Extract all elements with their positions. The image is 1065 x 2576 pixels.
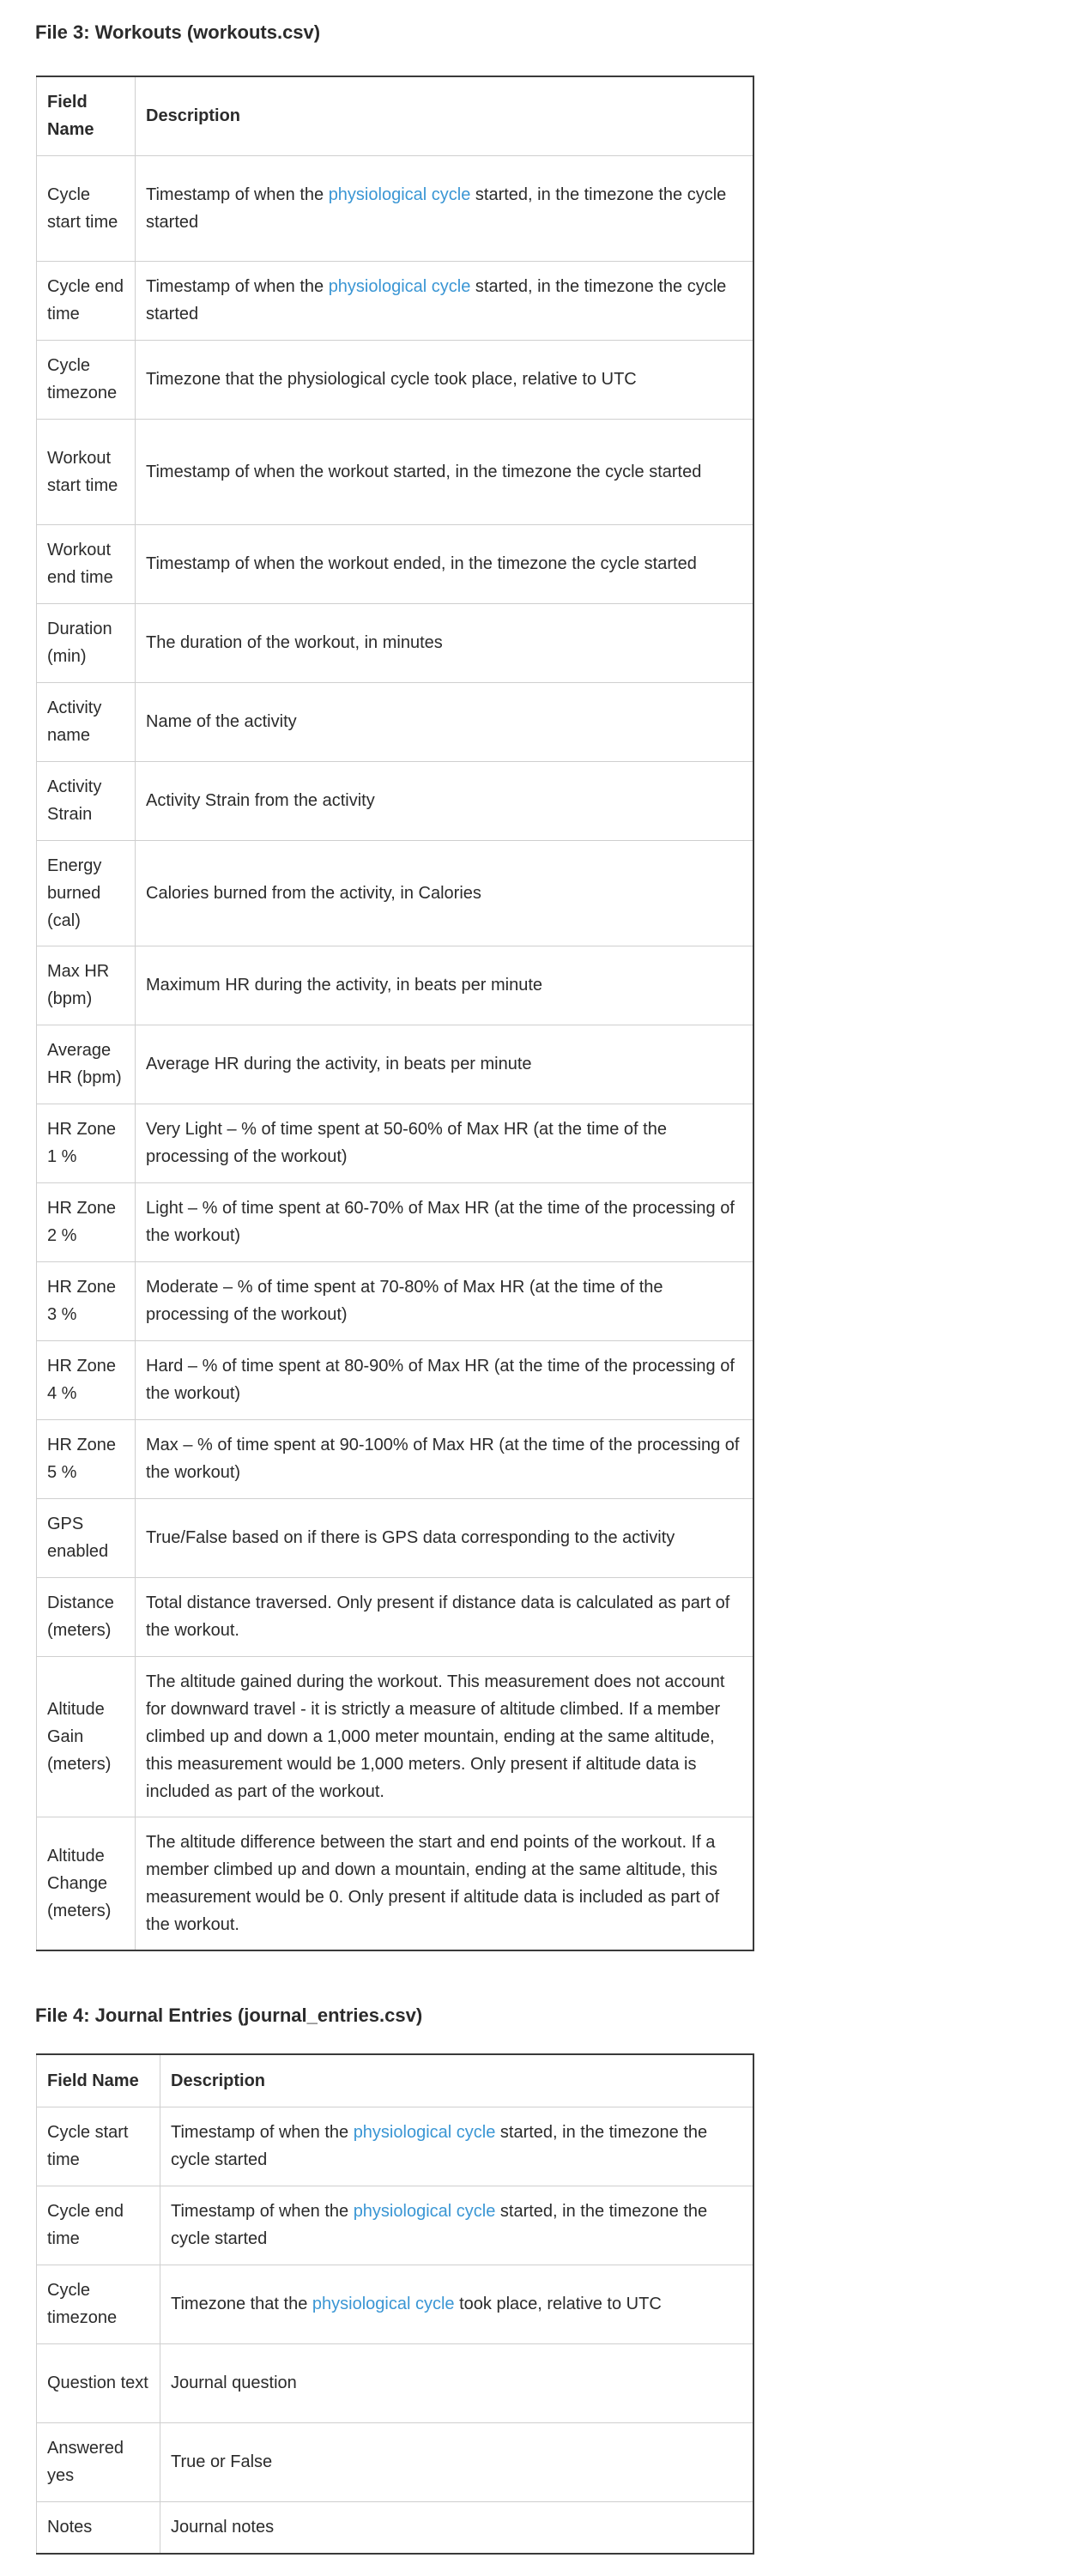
field-name-cell: Average HR (bpm) [37, 1025, 136, 1104]
table-row [37, 2422, 753, 2501]
field-name-cell: HR Zone 5 % [37, 1419, 136, 1498]
field-name-cell: Question text [37, 2343, 160, 2422]
description-cell: Calories burned from the activity, in Calories [136, 840, 753, 946]
description-cell: Timestamp of when the workout started, in the timezone the cycle started [136, 419, 753, 524]
field-name-cell: HR Zone 4 % [37, 1340, 136, 1419]
description-cell [136, 261, 753, 340]
field-name-cell: Activity Strain [37, 761, 136, 840]
table-row [37, 1182, 753, 1261]
table-row [37, 761, 753, 840]
field-name-cell: Max HR (bpm) [37, 946, 136, 1025]
table-row [37, 155, 753, 261]
field-name-cell: HR Zone 3 % [37, 1261, 136, 1340]
description-text: Timestamp of when the [146, 277, 329, 296]
description-text: Timestamp of when the [146, 184, 329, 204]
table-row [37, 1656, 753, 1817]
field-name-cell: Altitude Gain (meters) [37, 1656, 136, 1817]
description-cell: Timestamp of when the workout ended, in the timezone the cycle started [136, 524, 753, 603]
table-row [37, 1498, 753, 1577]
field-name-cell: Cycle timezone [37, 2265, 160, 2343]
table-row [37, 682, 753, 761]
table-row [37, 2265, 753, 2343]
table-row [37, 261, 753, 340]
field-name-cell: Duration (min) [37, 603, 136, 682]
description-text: started, in the timezone the cycle started [146, 184, 727, 232]
description-cell: Moderate – % of time spent at 70-80% of Max HR (at the time of the processing of the workout) [136, 1261, 753, 1340]
table-row [37, 1340, 753, 1419]
description-text: Timestamp of when the [171, 2123, 354, 2142]
table-row [37, 1419, 753, 1498]
field-name-cell: Cycle timezone [37, 340, 136, 419]
table-row [37, 1577, 753, 1656]
field-name-cell: Cycle start time [37, 2107, 160, 2186]
description-cell: Maximum HR during the activity, in beats per minute [136, 946, 753, 1025]
description-text: started, in the timezone the cycle started [171, 2202, 708, 2248]
field-name-cell: Altitude Change (meters) [37, 1817, 136, 1950]
description-cell: Timezone that the physiological cycle took place, relative to UTC [136, 340, 753, 419]
journal-entries-table [36, 2053, 754, 2555]
description-cell: True or False [160, 2422, 753, 2501]
description-cell: Hard – % of time spent at 80-90% of Max HR (at the time of the processing of the workout) [136, 1340, 753, 1419]
physiological-cycle-link[interactable]: physiological cycle [328, 184, 471, 204]
table-row [37, 524, 753, 603]
table-row [37, 2186, 753, 2265]
description-cell: Very Light – % of time spent at 50-60% of Max HR (at the time of the processing of the workout) [136, 1104, 753, 1182]
description-header: Description [136, 76, 753, 155]
description-cell: Max – % of time spent at 90-100% of Max HR (at the time of the processing of the workout) [136, 1419, 753, 1498]
table-row [37, 1025, 753, 1104]
field-name-cell: HR Zone 2 % [37, 1182, 136, 1261]
description-cell: Total distance traversed. Only present if distance data is calculated as part of the workout. [136, 1577, 753, 1656]
description-cell: Average HR during the activity, in beats per minute [136, 1025, 753, 1104]
description-cell: Activity Strain from the activity [136, 761, 753, 840]
table-row [37, 1104, 753, 1182]
physiological-cycle-link[interactable]: physiological cycle [312, 2295, 455, 2313]
table-header-row [37, 76, 753, 155]
field-name-header: Field Name [37, 76, 136, 155]
table-row [37, 2107, 753, 2186]
field-name-cell: Cycle start time [37, 155, 136, 261]
description-cell [160, 2265, 753, 2343]
table-row [37, 2501, 753, 2554]
table-row [37, 1261, 753, 1340]
description-cell [160, 2186, 753, 2265]
description-cell: Name of the activity [136, 682, 753, 761]
description-cell: Journal notes [160, 2501, 753, 2554]
description-cell [160, 2107, 753, 2186]
physiological-cycle-link[interactable]: physiological cycle [353, 2123, 496, 2142]
physiological-cycle-link[interactable]: physiological cycle [328, 277, 471, 296]
description-cell: Light – % of time spent at 60-70% of Max HR (at the time of the processing of the workout) [136, 1182, 753, 1261]
table-row [37, 419, 753, 524]
table-row [37, 840, 753, 946]
description-cell: Journal question [160, 2343, 753, 2422]
field-name-cell: Workout start time [37, 419, 136, 524]
workouts-section-title: File 3: Workouts (workouts.csv) [35, 21, 321, 43]
description-text: Timestamp of when the [171, 2202, 354, 2221]
description-text: started, in the timezone the cycle started [146, 277, 727, 324]
field-name-cell: Energy burned (cal) [37, 840, 136, 946]
field-name-cell: Distance (meters) [37, 1577, 136, 1656]
field-name-cell: Workout end time [37, 524, 136, 603]
description-text: Timezone that the [171, 2295, 312, 2313]
field-name-cell: Cycle end time [37, 2186, 160, 2265]
table-row [37, 603, 753, 682]
table-row [37, 340, 753, 419]
field-name-cell: Answered yes [37, 2422, 160, 2501]
field-name-cell: Notes [37, 2501, 160, 2554]
description-header: Description [160, 2054, 753, 2107]
journal-section-title: File 4: Journal Entries (journal_entries.csv) [35, 2005, 423, 2026]
table-row [37, 2343, 753, 2422]
description-cell: The altitude gained during the workout. This measurement does not account for downward travel - it is strictly a measure of altitude climbed. If a member climbed up and down a 1,000 meter mountain, ending at the same altitude, this measurement would be 1,000 meters. Only present if altitude data is included as part of the workout. [136, 1656, 753, 1817]
table-header-row [37, 2054, 753, 2107]
description-text: took place, relative to UTC [454, 2295, 662, 2313]
field-name-cell: HR Zone 1 % [37, 1104, 136, 1182]
description-text: started, in the timezone the cycle started [171, 2123, 708, 2169]
description-cell: The duration of the workout, in minutes [136, 603, 753, 682]
description-cell [136, 155, 753, 261]
field-name-cell: Activity name [37, 682, 136, 761]
description-cell: True/False based on if there is GPS data corresponding to the activity [136, 1498, 753, 1577]
table-row [37, 946, 753, 1025]
field-name-cell: Cycle end time [37, 261, 136, 340]
workouts-table [36, 76, 754, 1951]
physiological-cycle-link[interactable]: physiological cycle [353, 2202, 496, 2221]
field-name-cell: GPS enabled [37, 1498, 136, 1577]
description-cell: The altitude difference between the start and end points of the workout. If a member climbed up and down a mountain, ending at the same altitude, this measurement would be 0. Only present if altitude data is included as part of the workout. [136, 1817, 753, 1950]
table-row [37, 1817, 753, 1950]
field-name-header: Field Name [37, 2054, 160, 2107]
